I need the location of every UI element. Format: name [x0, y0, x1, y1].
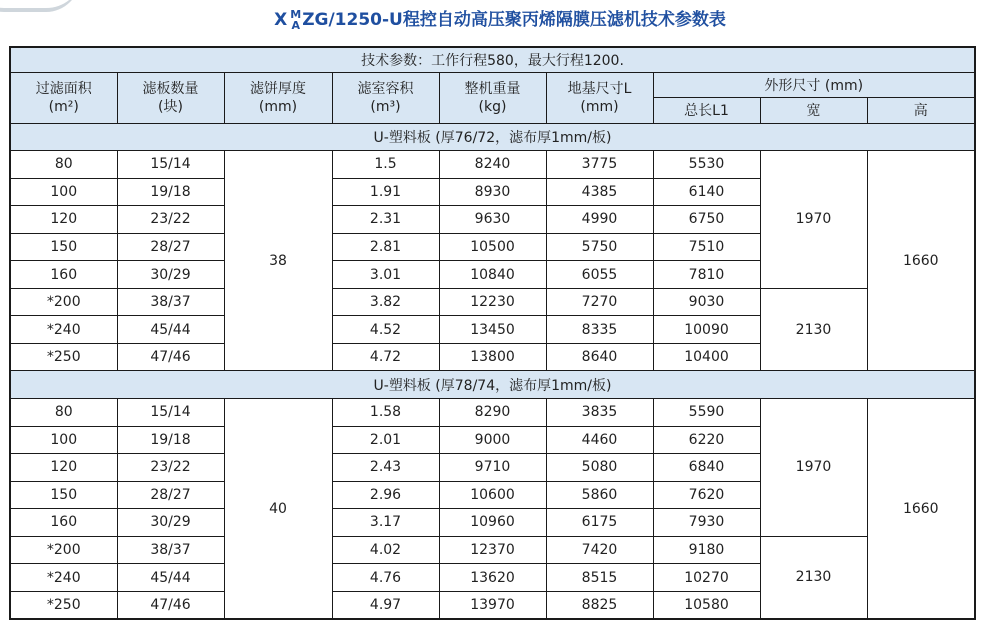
cell-plates: 47/46 [117, 343, 224, 371]
cell-height: 1660 [867, 399, 975, 620]
cell-foundation: 5080 [546, 454, 653, 482]
cell-plates: 45/44 [117, 316, 224, 344]
cell-area: 160 [10, 261, 117, 289]
cell-height: 1660 [867, 151, 975, 371]
cell-cake: 40 [224, 399, 332, 620]
cell-area: 120 [10, 454, 117, 482]
cell-plates: 30/29 [117, 261, 224, 289]
cell-weight: 10500 [439, 233, 546, 261]
table-row [10, 151, 975, 179]
cell-volume: 3.82 [332, 288, 439, 316]
cell-plates: 15/14 [117, 151, 224, 179]
cell-plates: 28/27 [117, 233, 224, 261]
cell-weight: 12230 [439, 288, 546, 316]
cell-length: 6220 [653, 426, 760, 454]
cell-weight: 8930 [439, 178, 546, 206]
cell-foundation: 4460 [546, 426, 653, 454]
cell-width: 2130 [760, 536, 867, 619]
cell-volume: 2.43 [332, 454, 439, 482]
cell-weight: 10600 [439, 481, 546, 509]
table-row [10, 536, 975, 564]
cell-foundation: 8335 [546, 316, 653, 344]
title-main: ZG/1250-U程控自动高压聚丙烯隔膜压滤机技术参数表 [302, 10, 726, 30]
header-width: 宽 [760, 98, 867, 123]
cell-length: 7620 [653, 481, 760, 509]
cell-weight: 8240 [439, 151, 546, 179]
cell-area: *240 [10, 564, 117, 592]
table-row [10, 288, 975, 316]
cell-area: *200 [10, 288, 117, 316]
cell-volume: 2.81 [332, 233, 439, 261]
cell-weight: 13450 [439, 316, 546, 344]
title-upper-letter: M [290, 8, 302, 21]
cell-area: 80 [10, 151, 117, 179]
cell-volume: 2.01 [332, 426, 439, 454]
cell-width: 1970 [760, 399, 867, 537]
cell-volume: 1.5 [332, 151, 439, 179]
cell-length: 9180 [653, 536, 760, 564]
cell-volume: 4.02 [332, 536, 439, 564]
cell-length: 9030 [653, 288, 760, 316]
cell-area: 120 [10, 206, 117, 234]
header-area: 过滤面积 (m²) [10, 72, 117, 123]
cell-weight: 13800 [439, 343, 546, 371]
cell-width: 2130 [760, 288, 867, 371]
header-foundation: 地基尺寸L (mm) [546, 72, 653, 123]
cell-weight: 9710 [439, 454, 546, 482]
cell-foundation: 8640 [546, 343, 653, 371]
cell-volume: 4.76 [332, 564, 439, 592]
cell-volume: 4.97 [332, 591, 439, 619]
info-row: 技术参数：工作行程580，最大行程1200. [10, 47, 975, 72]
header-volume: 滤室容积 (m³) [332, 72, 439, 123]
cell-plates: 38/37 [117, 288, 224, 316]
section-header: U-塑料板 (厚76/72，滤布厚1mm/板) [10, 123, 975, 151]
cell-weight: 9000 [439, 426, 546, 454]
cell-length: 7810 [653, 261, 760, 289]
cell-volume: 1.91 [332, 178, 439, 206]
cell-length: 7510 [653, 233, 760, 261]
table-row [10, 399, 975, 427]
cell-volume: 1.58 [332, 399, 439, 427]
cell-area: *240 [10, 316, 117, 344]
cell-foundation: 7420 [546, 536, 653, 564]
header-outline: 外形尺寸 (mm) [653, 72, 975, 97]
cell-foundation: 8825 [546, 591, 653, 619]
header-plates: 滤板数量 (块) [117, 72, 224, 123]
cell-area: 100 [10, 178, 117, 206]
title-lower-letter: A [291, 19, 300, 32]
cell-foundation: 7270 [546, 288, 653, 316]
header-weight: 整机重量 (kg) [439, 72, 546, 123]
cell-area: 150 [10, 233, 117, 261]
cell-weight: 8290 [439, 399, 546, 427]
title-subscript-stack [290, 9, 301, 31]
cell-weight: 13970 [439, 591, 546, 619]
cell-length: 5590 [653, 399, 760, 427]
cell-plates: 28/27 [117, 481, 224, 509]
title-prefix: X [274, 10, 288, 30]
cell-plates: 19/18 [117, 426, 224, 454]
cell-volume: 2.31 [332, 206, 439, 234]
page-title [0, 2, 1000, 38]
cell-plates: 30/29 [117, 509, 224, 537]
cell-volume: 3.01 [332, 261, 439, 289]
header-length: 总长L1 [653, 98, 760, 123]
cell-weight: 13620 [439, 564, 546, 592]
cell-foundation: 3835 [546, 399, 653, 427]
cell-area: 100 [10, 426, 117, 454]
section-header: U-塑料板 (厚78/74，滤布厚1mm/板) [10, 371, 975, 399]
cell-plates: 19/18 [117, 178, 224, 206]
cell-weight: 9630 [439, 206, 546, 234]
cell-length: 10090 [653, 316, 760, 344]
cell-weight: 10960 [439, 509, 546, 537]
cell-width: 1970 [760, 151, 867, 289]
cell-weight: 10840 [439, 261, 546, 289]
cell-area: 80 [10, 399, 117, 427]
cell-length: 10580 [653, 591, 760, 619]
cell-weight: 12370 [439, 536, 546, 564]
cell-plates: 38/37 [117, 536, 224, 564]
spec-table [9, 46, 976, 620]
cell-foundation: 4385 [546, 178, 653, 206]
cell-plates: 23/22 [117, 206, 224, 234]
cell-length: 10270 [653, 564, 760, 592]
cell-area: *250 [10, 343, 117, 371]
cell-plates: 15/14 [117, 399, 224, 427]
cell-area: 160 [10, 509, 117, 537]
cell-area: *250 [10, 591, 117, 619]
cell-volume: 4.52 [332, 316, 439, 344]
cell-foundation: 6175 [546, 509, 653, 537]
cell-area: 150 [10, 481, 117, 509]
header-height: 高 [867, 98, 975, 123]
cell-length: 6750 [653, 206, 760, 234]
cell-length: 6140 [653, 178, 760, 206]
cell-plates: 47/46 [117, 591, 224, 619]
header-cake: 滤饼厚度 (mm) [224, 72, 332, 123]
cell-length: 5530 [653, 151, 760, 179]
cell-foundation: 8515 [546, 564, 653, 592]
cell-area: *200 [10, 536, 117, 564]
cell-foundation: 3775 [546, 151, 653, 179]
cell-volume: 3.17 [332, 509, 439, 537]
cell-foundation: 6055 [546, 261, 653, 289]
cell-volume: 4.72 [332, 343, 439, 371]
cell-plates: 23/22 [117, 454, 224, 482]
cell-foundation: 5860 [546, 481, 653, 509]
cell-cake: 38 [224, 151, 332, 371]
cell-foundation: 5750 [546, 233, 653, 261]
cell-length: 7930 [653, 509, 760, 537]
cell-volume: 2.96 [332, 481, 439, 509]
cell-length: 10400 [653, 343, 760, 371]
cell-plates: 45/44 [117, 564, 224, 592]
cell-length: 6840 [653, 454, 760, 482]
cell-foundation: 4990 [546, 206, 653, 234]
